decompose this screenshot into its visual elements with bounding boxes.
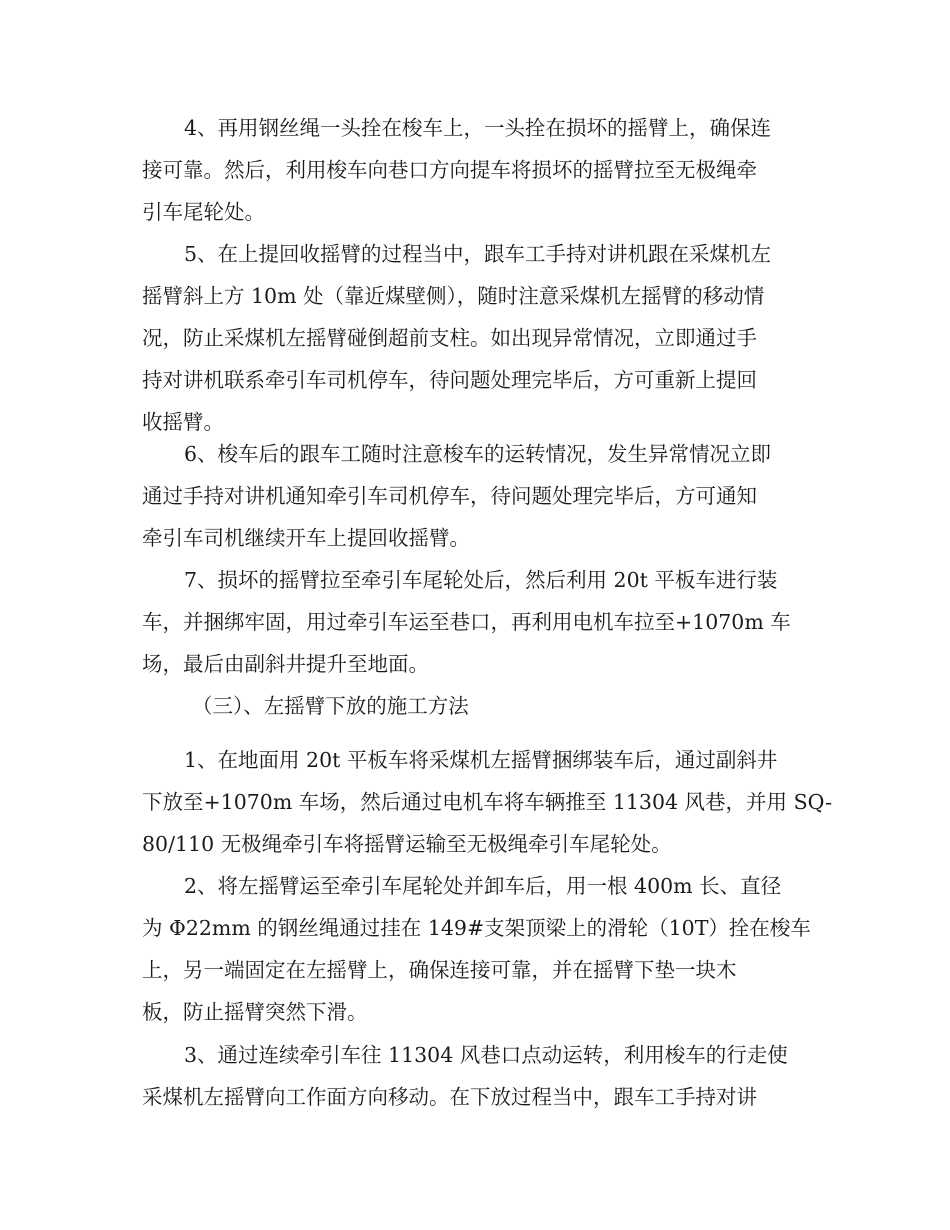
paragraph-line: 2、将左摇臂运至牵引车尾轮处并卸车后，用一根 400m 长、直径	[184, 874, 782, 898]
paragraph-step-4	[142, 107, 810, 233]
paragraph-line: 板，防止摇臂突然下滑。	[142, 1000, 368, 1024]
paragraph-step-2	[142, 865, 810, 1033]
paragraph-line: 持对讲机联系牵引车司机停车，待问题处理完毕后，方可重新上提回	[142, 368, 757, 392]
paragraph-line: 6、梭车后的跟车工随时注意梭车的运转情况，发生异常情况立即	[184, 442, 772, 466]
paragraph-step-3	[142, 1034, 810, 1118]
paragraph-line: 场，最后由副斜井提升至地面。	[142, 652, 429, 676]
paragraph-line: 况，防止采煤机左摇臂碰倒超前支柱。如出现异常情况，立即通过手	[142, 326, 757, 350]
section-heading	[142, 685, 810, 727]
paragraph-line: 引车尾轮处。	[142, 200, 265, 224]
paragraph-step-5	[142, 233, 810, 443]
paragraph-line: 摇臂斜上方 10m 处（靠近煤壁侧），随时注意采煤机左摇臂的移动情	[142, 284, 765, 308]
paragraph-line: 1、在地面用 20t 平板车将采煤机左摇臂捆绑装车后，通过副斜井	[184, 748, 778, 772]
paragraph-line: 通过手持对讲机通知牵引车司机停车，待问题处理完毕后，方可通知	[142, 484, 757, 508]
paragraph-step-1	[142, 739, 833, 865]
paragraph-line: 上，另一端固定在左摇臂上，确保连接可靠，并在摇臂下垫一块木	[142, 958, 737, 982]
paragraph-line: 7、损坏的摇臂拉至牵引车尾轮处后，然后利用 20t 平板车进行装	[184, 568, 778, 592]
paragraph-line: 接可靠。然后，利用梭车向巷口方向提车将损坏的摇臂拉至无极绳牵	[142, 158, 757, 182]
paragraph-step-7	[142, 559, 810, 685]
paragraph-line: 为 Φ22mm 的钢丝绳通过挂在 149#支架顶梁上的滑轮（10T）拴在梭车	[142, 916, 811, 940]
paragraph-step-6	[142, 433, 810, 559]
paragraph-line: 下放至+1070m 车场，然后通过电机车将车辆推至 11304 风巷，并用 SQ-	[142, 790, 833, 814]
paragraph-line: 3、通过连续牵引车往 11304 风巷口点动运转，利用梭车的行走使	[184, 1043, 788, 1067]
paragraph-line: 4、再用钢丝绳一头拴在梭车上，一头拴在损坏的摇臂上，确保连	[184, 116, 772, 140]
paragraph-line: 80/110 无极绳牵引车将摇臂运输至无极绳牵引车尾轮处。	[142, 832, 672, 856]
paragraph-line: 5、在上提回收摇臂的过程当中，跟车工手持对讲机跟在采煤机左	[184, 242, 772, 266]
paragraph-line: 牵引车司机继续开车上提回收摇臂。	[142, 526, 470, 550]
section-heading-text: （三）、左摇臂下放的施工方法	[192, 694, 469, 718]
paragraph-line: 收摇臂。	[142, 410, 224, 434]
paragraph-line: 车，并捆绑牢固，用过牵引车运至巷口，再利用电机车拉至+1070m 车	[142, 610, 791, 634]
paragraph-line: 采煤机左摇臂向工作面方向移动。在下放过程当中，跟车工手持对讲	[142, 1085, 757, 1109]
